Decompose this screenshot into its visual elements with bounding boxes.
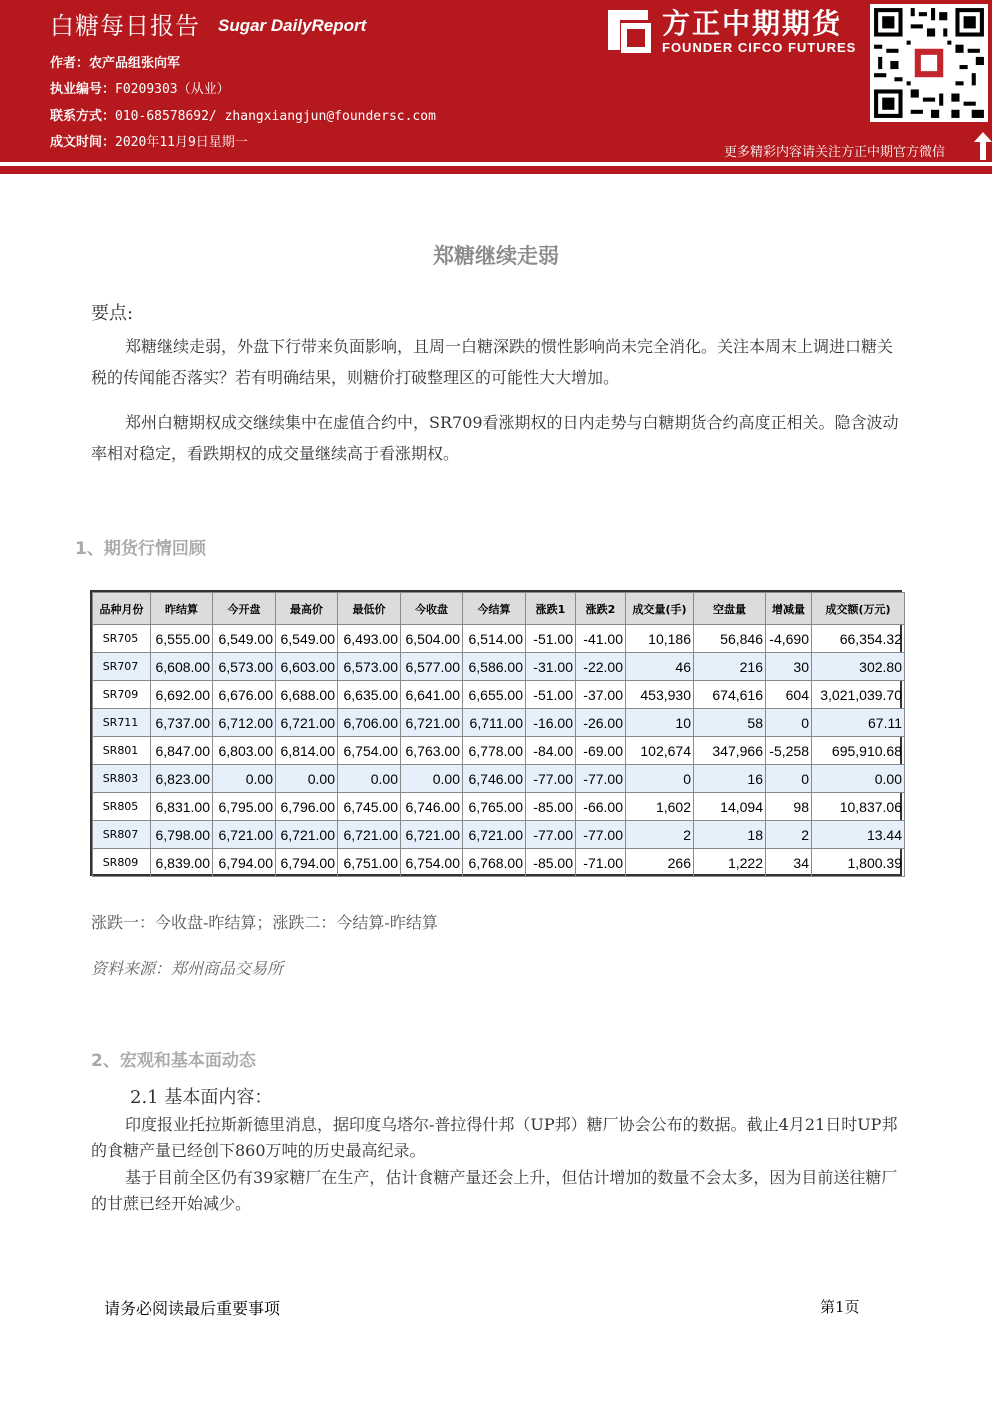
- table-cell: -85.00: [526, 793, 576, 821]
- table-cell: 6,721.00: [401, 709, 463, 737]
- table-cell: 56,846: [694, 625, 766, 653]
- brand-name-en: FOUNDER CIFCO FUTURES: [662, 40, 857, 55]
- table-cell: 6,676.00: [213, 681, 276, 709]
- contract-symbol-cell: SR809: [93, 849, 151, 877]
- table-note: 涨跌一：今收盘-昨结算；涨跌二：今结算-昨结算: [91, 913, 438, 932]
- table-cell: 6,586.00: [463, 653, 526, 681]
- table-cell: 34: [766, 849, 812, 877]
- table-cell: 6,721.00: [276, 821, 338, 849]
- table-cell: 6,795.00: [213, 793, 276, 821]
- follow-wechat-text: 更多精彩内容请关注方正中期官方微信: [724, 145, 946, 160]
- table-cell: 98: [766, 793, 812, 821]
- table-cell: -41.00: [576, 625, 626, 653]
- table-cell: 30: [766, 653, 812, 681]
- table-cell: -85.00: [526, 849, 576, 877]
- table-cell: 6,711.00: [463, 709, 526, 737]
- brand-name-cn: 方正中期期货: [662, 7, 843, 40]
- contract-symbol-cell: SR807: [93, 821, 151, 849]
- table-cell: -4,690: [766, 625, 812, 653]
- table-cell: 6,721.00: [213, 821, 276, 849]
- table-cell: -77.00: [576, 765, 626, 793]
- author-label: 作者：: [50, 56, 90, 71]
- table-cell: 0: [766, 709, 812, 737]
- table-cell: 347,966: [694, 737, 766, 765]
- table-cell: 6,794.00: [276, 849, 338, 877]
- table-row: [93, 849, 905, 877]
- table-body: [93, 625, 905, 877]
- table-cell: 6,493.00: [338, 625, 401, 653]
- table-cell: 6,549.00: [276, 625, 338, 653]
- paragraph-options: 郑州白糖期权成交继续集中在虚值合约中，SR709看涨期权的日内走势与白糖期货合约高度正相关。隐含波动率相对稳定，看跌期权的成交量继续高于看涨期权。: [91, 413, 899, 463]
- table-cell: 0: [626, 765, 694, 793]
- table-cell: 1,602: [626, 793, 694, 821]
- column-header: 涨跌2: [576, 593, 626, 625]
- table-cell: 6,839.00: [151, 849, 213, 877]
- table-cell: 1,222: [694, 849, 766, 877]
- table-row: [93, 653, 905, 681]
- page-number: 第1页: [820, 1298, 860, 1316]
- table-row: [93, 765, 905, 793]
- contract-symbol-cell: SR803: [93, 765, 151, 793]
- table-cell: 14,094: [694, 793, 766, 821]
- table-cell: 6,721.00: [463, 821, 526, 849]
- table-cell: 58: [694, 709, 766, 737]
- table-cell: -51.00: [526, 681, 576, 709]
- table-cell: 0.00: [276, 765, 338, 793]
- table-cell: 266: [626, 849, 694, 877]
- table-cell: 6,641.00: [401, 681, 463, 709]
- table-header-row: [93, 593, 905, 625]
- table-cell: 6,765.00: [463, 793, 526, 821]
- table-cell: 13.44: [812, 821, 905, 849]
- report-title-cn: 白糖每日报告: [50, 12, 200, 40]
- column-header: 最高价: [276, 593, 338, 625]
- data-source: 资料来源：郑州商品交易所: [91, 959, 284, 978]
- arrow-up-icon: [974, 132, 992, 160]
- contract-symbol-cell: SR805: [93, 793, 151, 821]
- contact-line: [50, 105, 436, 124]
- wechat-qr-code-icon: [870, 4, 988, 122]
- table-cell: -77.00: [526, 765, 576, 793]
- column-header: 涨跌1: [526, 593, 576, 625]
- table-cell: -71.00: [576, 849, 626, 877]
- table-cell: 6,721.00: [338, 821, 401, 849]
- report-header: [0, 0, 992, 162]
- column-header: 成交额(万元): [812, 593, 905, 625]
- date-label: 成文时间：: [50, 135, 116, 150]
- table-row: [93, 681, 905, 709]
- table-row: [93, 709, 905, 737]
- key-points-label: 要点:: [91, 303, 134, 324]
- table-cell: 695,910.68: [812, 737, 905, 765]
- table-cell: 6,608.00: [151, 653, 213, 681]
- table-cell: 6,745.00: [338, 793, 401, 821]
- table-cell: 6,763.00: [401, 737, 463, 765]
- contract-symbol-cell: SR711: [93, 709, 151, 737]
- table-cell: 10,186: [626, 625, 694, 653]
- column-header: 成交量(手): [626, 593, 694, 625]
- table-cell: 6,814.00: [276, 737, 338, 765]
- table-cell: -16.00: [526, 709, 576, 737]
- column-header: 最低价: [338, 593, 401, 625]
- table-cell: 66,354.32: [812, 625, 905, 653]
- table-cell: 6,823.00: [151, 765, 213, 793]
- table-cell: 6,778.00: [463, 737, 526, 765]
- table-cell: 0.00: [338, 765, 401, 793]
- table-cell: 0.00: [812, 765, 905, 793]
- table-row: [93, 821, 905, 849]
- table-cell: 6,754.00: [338, 737, 401, 765]
- table-cell: 0.00: [401, 765, 463, 793]
- table-row: [93, 793, 905, 821]
- table-cell: 6,655.00: [463, 681, 526, 709]
- table-cell: -31.00: [526, 653, 576, 681]
- table-cell: -51.00: [526, 625, 576, 653]
- column-header: 今结算: [463, 593, 526, 625]
- founder-logo-icon: [604, 6, 652, 54]
- column-header: 今收盘: [401, 593, 463, 625]
- table-cell: 6,688.00: [276, 681, 338, 709]
- contract-symbol-cell: SR707: [93, 653, 151, 681]
- table-cell: -26.00: [576, 709, 626, 737]
- table-row: [93, 737, 905, 765]
- table-cell: 6,573.00: [338, 653, 401, 681]
- table-cell: 674,616: [694, 681, 766, 709]
- table-cell: -22.00: [576, 653, 626, 681]
- table-cell: -66.00: [576, 793, 626, 821]
- table-cell: 6,603.00: [276, 653, 338, 681]
- table-cell: 6,746.00: [463, 765, 526, 793]
- column-header: 增减量: [766, 593, 812, 625]
- table-cell: 6,549.00: [213, 625, 276, 653]
- table-cell: 0: [766, 765, 812, 793]
- table-cell: 6,768.00: [463, 849, 526, 877]
- table-cell: 6,803.00: [213, 737, 276, 765]
- table-cell: 453,930: [626, 681, 694, 709]
- table-cell: 6,706.00: [338, 709, 401, 737]
- table-cell: 6,746.00: [401, 793, 463, 821]
- table-cell: 6,555.00: [151, 625, 213, 653]
- table-cell: 6,831.00: [151, 793, 213, 821]
- table-cell: 0.00: [213, 765, 276, 793]
- author-name: 农产品组张向军: [89, 56, 181, 71]
- table-cell: 6,577.00: [401, 653, 463, 681]
- table-cell: 6,721.00: [401, 821, 463, 849]
- table-cell: -77.00: [526, 821, 576, 849]
- table-cell: -5,258: [766, 737, 812, 765]
- table-cell: 2: [626, 821, 694, 849]
- column-header: 昨结算: [151, 593, 213, 625]
- contract-symbol-cell: SR705: [93, 625, 151, 653]
- table-cell: 18: [694, 821, 766, 849]
- license-line: [50, 78, 230, 97]
- column-header: 今开盘: [213, 593, 276, 625]
- table-cell: 6,751.00: [338, 849, 401, 877]
- table-cell: 6,635.00: [338, 681, 401, 709]
- subsection-fundamentals: 2.1 基本面内容：: [130, 1087, 273, 1108]
- section-futures-review: 1、期货行情回顾: [75, 539, 206, 559]
- table-cell: 67.11: [812, 709, 905, 737]
- table-cell: 6,798.00: [151, 821, 213, 849]
- table-cell: 302.80: [812, 653, 905, 681]
- table-cell: 10: [626, 709, 694, 737]
- license-label: 执业编号：: [50, 82, 116, 97]
- table-cell: 10,837.06: [812, 793, 905, 821]
- table-cell: 102,674: [626, 737, 694, 765]
- paragraph-summary: 郑糖继续走弱，外盘下行带来负面影响，且周一白糖深跌的惯性影响尚未完全消化。关注本周末上调进口糖关税的传闻能否落实？若有明确结果，则糖价打破整理区的可能性大大增加。: [91, 337, 894, 387]
- table-cell: 6,504.00: [401, 625, 463, 653]
- author-line: [50, 52, 180, 71]
- paragraph-india-production: 印度报业托拉斯新德里消息，据印度乌塔尔-普拉得什邦（UP邦）糖厂协会公布的数据。截止4月21日时UP邦的食糖产量已经创下860万吨的历史最高纪录。: [91, 1115, 898, 1160]
- contract-symbol-cell: SR801: [93, 737, 151, 765]
- table-cell: 6,737.00: [151, 709, 213, 737]
- table-cell: -37.00: [576, 681, 626, 709]
- footer-disclaimer: 请务必阅读最后重要事项: [104, 1299, 281, 1318]
- license-number: F0209303（从业）: [115, 82, 230, 97]
- contact-info: 010-68578692/ zhangxiangjun@foundersc.com: [115, 109, 436, 124]
- table-cell: 1,800.39: [812, 849, 905, 877]
- table-cell: -77.00: [576, 821, 626, 849]
- date-line: [50, 131, 248, 150]
- document-title: 郑糖继续走弱: [433, 244, 559, 268]
- table-cell: 6,796.00: [276, 793, 338, 821]
- table-cell: 6,754.00: [401, 849, 463, 877]
- contract-symbol-cell: SR709: [93, 681, 151, 709]
- table-cell: 6,514.00: [463, 625, 526, 653]
- table-cell: 6,847.00: [151, 737, 213, 765]
- header-divider: [0, 166, 992, 174]
- table-cell: 6,692.00: [151, 681, 213, 709]
- table-cell: 604: [766, 681, 812, 709]
- table-cell: 16: [694, 765, 766, 793]
- report-date: 2020年11月9日星期一: [115, 135, 248, 150]
- table-row: [93, 625, 905, 653]
- paragraph-mills-status: 基于目前全区仍有39家糖厂在生产，估计食糖产量还会上升，但估计增加的数量不会太多，因为目前送往糖厂的甘蔗已经开始减少。: [91, 1168, 898, 1213]
- table-cell: 6,721.00: [276, 709, 338, 737]
- table-cell: 6,712.00: [213, 709, 276, 737]
- table-cell: 6,573.00: [213, 653, 276, 681]
- report-title-en: Sugar DailyReport: [218, 16, 367, 35]
- contact-label: 联系方式：: [50, 109, 116, 124]
- column-header: 品种月份: [93, 593, 151, 625]
- table-cell: -69.00: [576, 737, 626, 765]
- table-cell: 216: [694, 653, 766, 681]
- table-cell: 46: [626, 653, 694, 681]
- table-cell: -84.00: [526, 737, 576, 765]
- table-cell: 2: [766, 821, 812, 849]
- column-header: 空盘量: [694, 593, 766, 625]
- section-macro-fundamentals: 2、宏观和基本面动态: [91, 1051, 256, 1071]
- table-cell: 3,021,039.70: [812, 681, 905, 709]
- futures-quote-table: [90, 590, 902, 876]
- table-cell: 6,794.00: [213, 849, 276, 877]
